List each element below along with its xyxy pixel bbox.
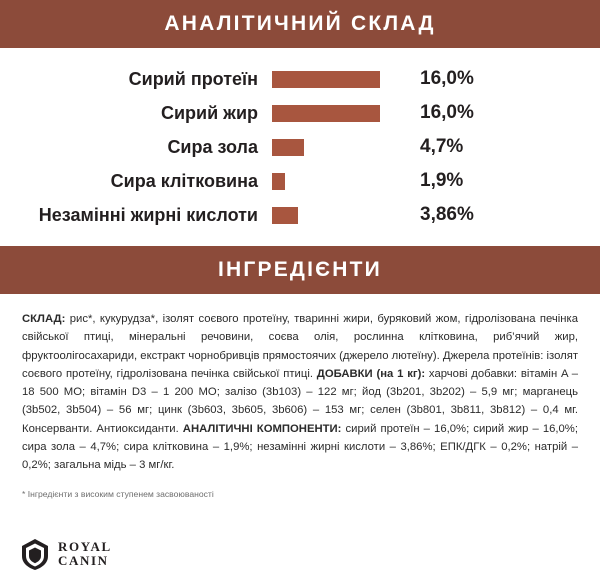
chart-row-value: 16,0% [420, 102, 474, 123]
ingredients-label: АНАЛІТИЧНІ КОМПОНЕНТИ: [182, 422, 342, 435]
chart-row [0, 164, 600, 198]
ingredients-label: СКЛАД: [22, 313, 66, 325]
brand-line-2: CANIN [58, 553, 109, 568]
chart-bar-wrap [272, 71, 410, 88]
chart-bar-wrap [272, 207, 410, 224]
chart-row [0, 62, 600, 96]
royal-canin-crest-icon [20, 537, 50, 571]
brand-wordmark [58, 540, 112, 567]
chart-row-label: Сира клітковина [110, 170, 258, 191]
chart-bar [272, 173, 285, 190]
ingredients-body: сирий протеїн – 16,0%; сирий жир – 16,0%; сира зола – 4,7%; сира клітковина – 1,9%; незамінні жирні кислоти – 3,86%; ЕПК/ДГК – 0,2%; натрій – 0,2%; загальна мідь – 3 мг/кг. [22, 422, 578, 472]
chart-row-value: 4,7% [420, 136, 464, 157]
ingredients-body: рис*, кукурудза*, ізолят соєвого протеїну, тваринні жири, буряковий жом, гідролізована печінка свійської птиці, мінеральні речовини, соєва олія, рослинна клітковина, риб’ячий жир, фруктоолігосахариди, екстракт чорнобривців прямостоячих (джерело лютеїну). Джерела протеїнів: ізолят соєвого протеїну, гідролізована печінка свійської птиці. [22, 313, 578, 380]
ingredients-footnote: * Інгредієнти з високим ступенем засвоюваності [22, 488, 214, 499]
chart-bar-wrap [272, 139, 410, 156]
ingredients-body: харчові добавки: вітамін A – 18 500 МО; вітамін D3 – 1 200 МО; залізо (3b103) – 122 мг; йод (3b201, 3b202) – 5,9 мг; марганець (3b502, 3b504) – 56 мг; цинк (3b603, 3b605, 3b606) – 153 мг; селен (3b801, 3b811, 3b812) – 0,4 мг. Консерванти. Антиоксиданти. [22, 367, 578, 435]
chart-row-label: Незамінні жирні кислоти [38, 204, 258, 225]
chart-row-value: 1,9% [420, 170, 464, 191]
chart-row [0, 96, 600, 130]
chart-row-value: 16,0% [420, 68, 474, 89]
analysis-bar-chart [0, 48, 600, 242]
chart-row-value: 3,86% [420, 204, 474, 225]
ingredients-text [0, 294, 600, 475]
chart-bar [272, 139, 304, 156]
chart-bar-wrap [272, 105, 410, 122]
chart-row-label: Сирий протеїн [128, 68, 258, 89]
ingredients-section-header: ІНГРЕДІЄНТИ [0, 246, 600, 294]
chart-bar-wrap [272, 173, 410, 190]
brand-logo [20, 537, 112, 571]
chart-bar [272, 207, 298, 224]
ingredients-label: ДОБАВКИ (на 1 кг): [316, 367, 426, 380]
chart-bar [272, 105, 380, 122]
chart-bar [272, 71, 380, 88]
chart-row-label: Сирий жир [160, 102, 258, 123]
brand-line-1: ROYAL [58, 539, 112, 555]
chart-row-label: Сира зола [167, 136, 258, 157]
chart-row [0, 198, 600, 232]
chart-row [0, 130, 600, 164]
analysis-section-header: АНАЛІТИЧНИЙ СКЛАД [0, 0, 600, 48]
